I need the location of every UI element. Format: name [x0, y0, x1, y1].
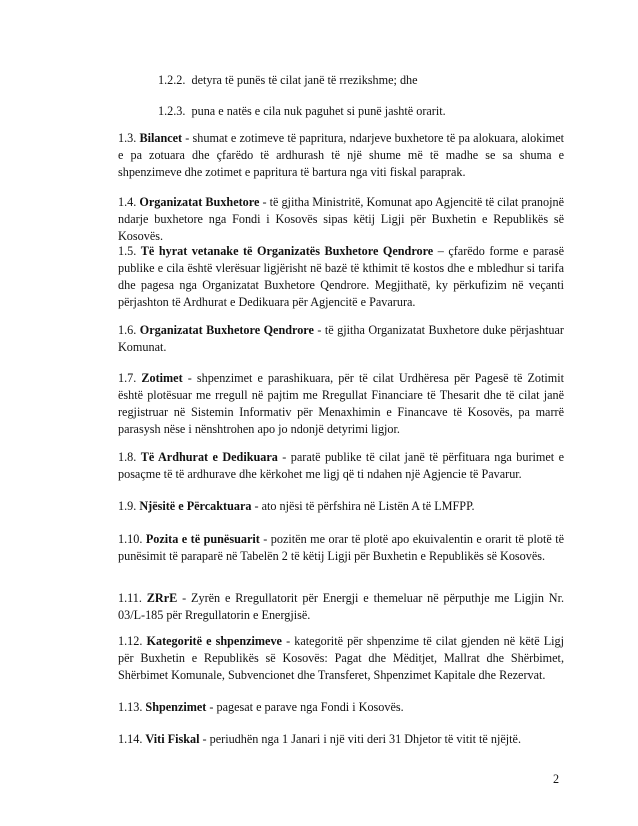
defined-term: Shpenzimet	[145, 700, 207, 714]
paragraph-number: 1.9.	[118, 499, 137, 513]
paragraph-text: - ato njësi të përfshira në Listën A të LMFPP.	[251, 499, 475, 513]
subitem-text: puna e natës e cila nuk paguhet si punë jashtë orarit.	[191, 104, 446, 118]
defined-term: Të Ardhurat e Dedikuara	[140, 450, 278, 464]
paragraph-text: - kategoritë për shpenzime të cilat gjenden në këtë Ligj për Buxhetin e Republikës së Kosovës: Pagat dhe Mëditjet, Mallrat dhe Shërbimet, Shërbimet Komunale, Subvencionet dhe Transferet, Shpenzimet Kapitale dhe Rezervat.	[118, 634, 565, 682]
page-number: 2	[553, 772, 560, 786]
paragraph-text: - të gjitha Ministritë, Komunat apo Agjencitë të cilat pranojnë ndarje buxhetore nga Fondi i Kosovës sipas këtij Ligji për Buxhetin e Republikës së Kosovës.	[118, 195, 565, 243]
paragraph-1-11	[118, 590, 564, 624]
paragraph-1-13	[118, 699, 564, 716]
paragraph-1-7	[118, 370, 564, 438]
defined-term: Organizatat Buxhetore	[139, 195, 260, 209]
defined-term: Organizatat Buxhetore Qendrore	[139, 323, 314, 337]
defined-term: Bilancet	[139, 131, 183, 145]
paragraph-number: 1.6.	[118, 323, 137, 337]
paragraph-text: - të gjitha Organizatat Buxhetore duke përjashtuar Komunat.	[118, 323, 564, 354]
paragraph-number: 1.8.	[118, 450, 137, 464]
paragraph-text: - periudhën nga 1 Janari i një viti deri 31 Dhjetor të vitit të njëjtë.	[199, 732, 522, 746]
subitem-number: 1.2.2.	[158, 73, 186, 87]
paragraph-1-10	[118, 531, 564, 565]
paragraph-1-5	[118, 243, 564, 311]
defined-term: ZRrE	[146, 591, 178, 605]
paragraph-text: - paratë publike të cilat janë të përfituara nga burimet e posaçme të të ardhurave dhe kërkohet me ligj që ti ndahen një Agjencie të Pavarur.	[118, 450, 564, 481]
paragraph-text: - shumat e zotimeve të papritura, ndarjeve buxhetore të pa alokuara, alokimet e pa zotuara dhe çfarëdo të ardhurash të një shume më të madhe se sa shuma e shpenzimeve dhe zotimet e papritura të bartura nga viti fiskal paraprak.	[118, 131, 565, 179]
paragraph-1-4	[118, 194, 564, 245]
paragraph-1-8	[118, 449, 564, 483]
paragraph-text: - pozitën me orar të plotë apo ekuivalentin e orarit të plotë të punësimit të paraparë në Tabelën 2 të këtij Ligji për Buxhetin e Republikës së Kosovës.	[118, 532, 565, 563]
subitem-text: detyra të punës të cilat janë të rrezikshme; dhe	[191, 73, 418, 87]
paragraph-number: 1.12.	[118, 634, 143, 648]
paragraph-number: 1.3.	[118, 131, 137, 145]
paragraph-1-3	[118, 130, 564, 181]
paragraph-number: 1.13.	[118, 700, 143, 714]
paragraph-text: – çfarëdo forme e parasë publike e cila është vlerësuar ligjërisht në bazë të kthimit të kostos dhe e mbledhur si tarifa dhe pagesa nga Organizatat Buxhetore Qendrore. Megjithatë, ky përkufizim në veçanti përjashton të Ardhurat e Dedikuara për Agjencitë e Pavarura.	[118, 244, 565, 309]
defined-term: Të hyrat vetanake të Organizatës Buxhetore Qendrore	[140, 244, 434, 258]
subitem-number: 1.2.3.	[158, 104, 186, 118]
paragraph-number: 1.4.	[118, 195, 137, 209]
paragraph-number: 1.11.	[118, 591, 142, 605]
paragraph-text: - Zyrën e Rregullatorit për Energji e themeluar në përputhje me Ligjin Nr. 03/L-185 për Rregullatorin e Energjisë.	[118, 591, 564, 622]
paragraph-1-14	[118, 731, 564, 748]
subitem-1-2-2	[158, 72, 568, 89]
defined-term: Viti Fiskal	[145, 732, 200, 746]
defined-term: Njësitë e Përcaktuara	[139, 499, 252, 513]
paragraph-number: 1.7.	[118, 371, 137, 385]
paragraph-number: 1.5.	[118, 244, 137, 258]
paragraph-1-9	[118, 498, 564, 515]
paragraph-1-12	[118, 633, 564, 684]
subitem-1-2-3	[158, 103, 568, 120]
paragraph-text: - pagesat e parave nga Fondi i Kosovës.	[206, 700, 404, 714]
defined-term: Zotimet	[141, 371, 183, 385]
paragraph-1-6	[118, 322, 564, 356]
defined-term: Pozita e të punësuarit	[145, 532, 260, 546]
paragraph-text: - shpenzimet e parashikuara, për të cilat Urdhëresa për Pagesë të Zotimit është plotësuar me rregull në pajtim me Rregullat Financiare të Thesarit dhe të cilat janë regjistruar në Sistemin Informativ për Menaxhimin e Financave të Kosovës, pa marrë parasysh nëse i nënshtrohen apo jo ndonjë detyrimi ligjor.	[118, 371, 565, 436]
defined-term: Kategoritë e shpenzimeve	[146, 634, 282, 648]
paragraph-number: 1.10.	[118, 532, 143, 546]
paragraph-number: 1.14.	[118, 732, 143, 746]
